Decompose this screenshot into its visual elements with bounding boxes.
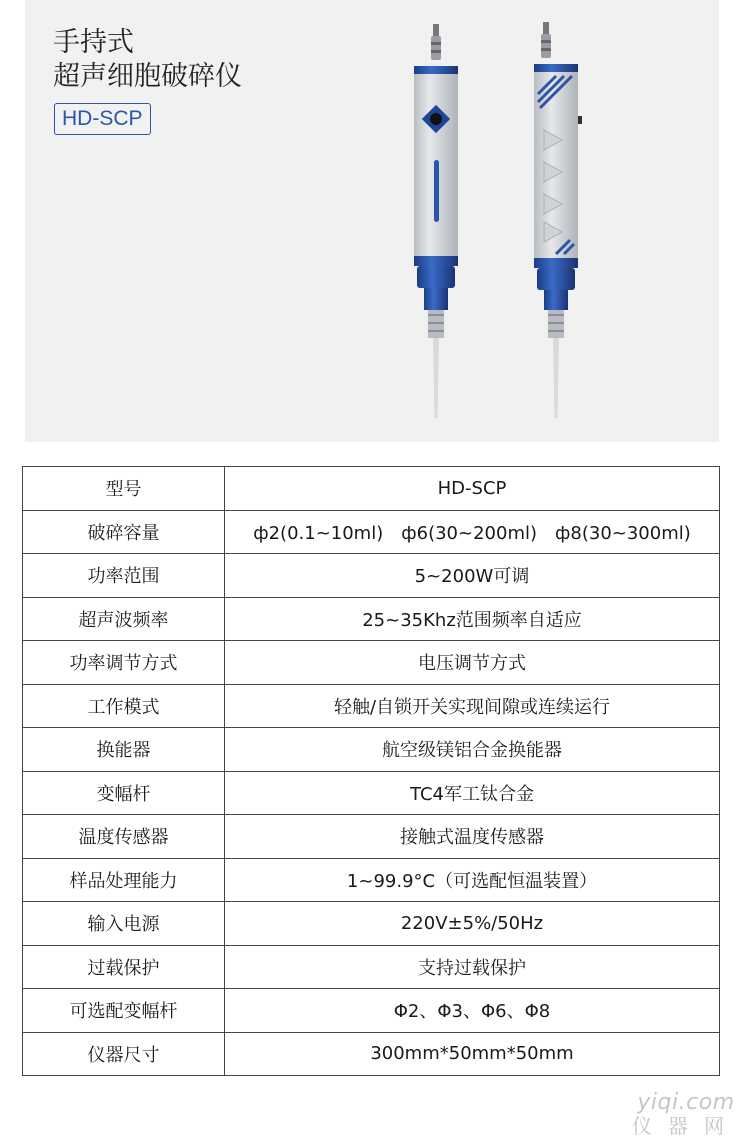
spec-value: 轻触/自锁开关实现间隙或连续运行 xyxy=(225,684,720,728)
model-badge: HD-SCP xyxy=(54,103,151,135)
spec-row xyxy=(23,771,720,815)
title-line-1: 手持式 xyxy=(53,27,134,58)
spec-value: 航空级镁铝合金换能器 xyxy=(225,728,720,772)
spec-label: 换能器 xyxy=(23,728,225,772)
spec-label: 样品处理能力 xyxy=(23,858,225,902)
spec-row xyxy=(23,641,720,685)
spec-row xyxy=(23,815,720,859)
spec-value: Φ2、Φ3、Φ6、Φ8 xyxy=(225,989,720,1033)
spec-label: 输入电源 xyxy=(23,902,225,946)
spec-row xyxy=(23,554,720,598)
spec-label: 温度传感器 xyxy=(23,815,225,859)
title-line-2: 超声细胞破碎仪 xyxy=(53,61,242,92)
device-side-image xyxy=(526,22,586,422)
spec-table xyxy=(22,466,720,1076)
spec-label: 破碎容量 xyxy=(23,510,225,554)
watermark-cn: 仪器网 xyxy=(632,1114,740,1138)
spec-row xyxy=(23,597,720,641)
spec-label: 仪器尺寸 xyxy=(23,1032,225,1076)
spec-value: 接触式温度传感器 xyxy=(225,815,720,859)
spec-value: 220V±5%/50Hz xyxy=(225,902,720,946)
spec-value: 1~99.9°C（可选配恒温装置） xyxy=(225,858,720,902)
spec-row xyxy=(23,684,720,728)
spec-row xyxy=(23,902,720,946)
spec-label: 可选配变幅杆 xyxy=(23,989,225,1033)
spec-row xyxy=(23,510,720,554)
page-title xyxy=(53,26,242,94)
spec-value: 300mm*50mm*50mm xyxy=(225,1032,720,1076)
site-watermark xyxy=(626,1091,746,1137)
spec-row xyxy=(23,858,720,902)
spec-label: 超声波频率 xyxy=(23,597,225,641)
spec-row xyxy=(23,989,720,1033)
spec-row xyxy=(23,728,720,772)
spec-value: 支持过载保护 xyxy=(225,945,720,989)
spec-value: TC4军工钛合金 xyxy=(225,771,720,815)
spec-value: 5~200W可调 xyxy=(225,554,720,598)
spec-value: HD-SCP xyxy=(225,467,720,511)
spec-row xyxy=(23,467,720,511)
spec-label: 功率范围 xyxy=(23,554,225,598)
spec-value: 25~35Khz范围频率自适应 xyxy=(225,597,720,641)
spec-value: 电压调节方式 xyxy=(225,641,720,685)
watermark-url: yiqi.com xyxy=(637,1090,735,1115)
spec-label: 功率调节方式 xyxy=(23,641,225,685)
spec-label: 工作模式 xyxy=(23,684,225,728)
spec-row xyxy=(23,945,720,989)
spec-table-body xyxy=(23,467,720,1076)
spec-value: ф2(0.1~10ml) ф6(30~200ml) ф8(30~300ml) xyxy=(225,510,720,554)
spec-label: 变幅杆 xyxy=(23,771,225,815)
spec-label: 型号 xyxy=(23,467,225,511)
spec-row xyxy=(23,1032,720,1076)
device-front-image xyxy=(406,22,466,422)
spec-label: 过载保护 xyxy=(23,945,225,989)
